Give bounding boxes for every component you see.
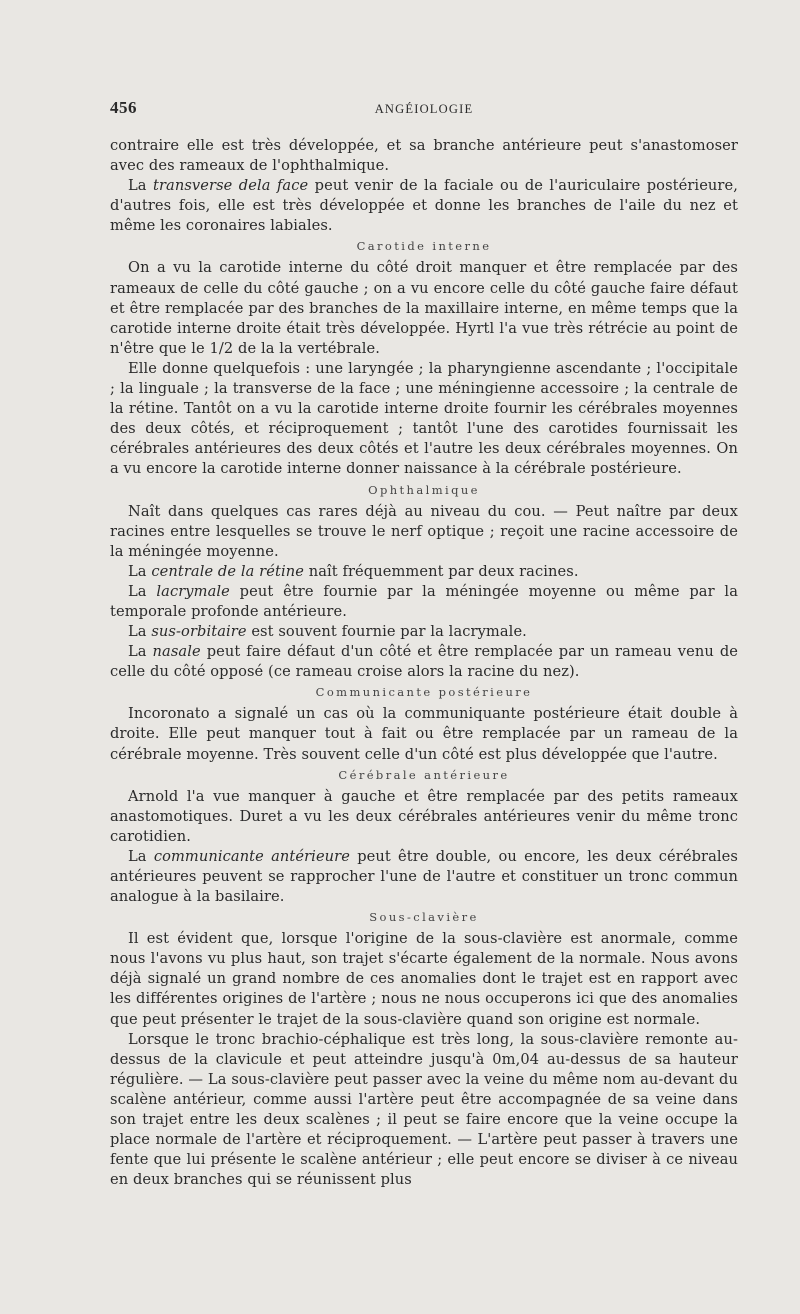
paragraph-lead: La [128, 177, 153, 195]
paragraph: Naît dans quelques cas rares déjà au niveau du cou. — Peut naître par deux racines entre lesquelles se trouve le nerf optique ; reçoit une racine accessoire de la méningée moyenne. [110, 502, 738, 560]
paragraph-lead: La [128, 847, 154, 865]
paragraph-lead: La [128, 623, 152, 641]
page-number: 456 [110, 98, 137, 117]
running-title: ANGÉIOLOGIE [374, 102, 474, 116]
paragraph [110, 582, 738, 622]
italic-term: transverse dela face [152, 177, 309, 195]
section-heading: Cérébrale antérieure [338, 767, 510, 782]
running-head [110, 98, 738, 130]
italic-term: centrale de la rétine [151, 562, 304, 580]
paragraph [110, 176, 738, 236]
paragraph [110, 847, 738, 907]
paragraph [110, 562, 738, 582]
section-heading: Carotide interne [356, 239, 492, 254]
paragraph [110, 622, 738, 642]
paragraph-lead: La [128, 562, 152, 580]
paragraph: Arnold l'a vue manquer à gauche et être remplacée par des petits rameaux anastomotiques. Duret a vu les deux cérébrales antérieures venir du même tronc carotidien. [110, 787, 738, 845]
body-text [110, 136, 738, 1190]
paragraph: Il est évident que, lorsque l'origine de la sous-clavière est anormale, comme nous l'avons vu plus haut, son trajet s'écarte également de la normale. Nous avons déjà signalé un grand nombre de ces anomalies dont le trajet est en rapport avec les différentes origines de l'artère ; nous ne nous occuperons ici que des anomalies que peut présenter le trajet de la sous-clavière quand son origine est normale. [110, 930, 738, 1028]
paragraph: On a vu la carotide interne du côté droit manquer et être remplacée par des rameaux de celle du côté gauche ; on a vu encore celle du côté gauche faire défaut et être remplacée par des branches de la maxillaire interne, en même temps que la carotide interne droite était très développée. Hyrtl l'a vue très rétrécie au point de n'être que le 1/2 de la la vertébrale. [110, 259, 738, 357]
section-heading: Ophthalmique [368, 482, 480, 497]
paragraph-lead: La [128, 643, 153, 661]
section-heading: Sous-clavière [369, 910, 479, 925]
paragraph: Lorsque le tronc brachio-céphalique est très long, la sous-clavière remonte au-dessus de la clavicule et peut atteindre jusqu'à 0m,04 au-dessus de sa hauteur régulière. — La sous-clavière peut passer avec la veine du même nom au-devant du scalène antérieur, comme aussi l'artère peut être accompagnée de sa veine dans son trajet entre les deux scalènes ; il peut se faire encore que la veine occupe la place normale de l'artère et réciproquement. — L'artère peut passer à travers une fente que lui présente le scalène antérieur ; elle peut encore se diviser à ce niveau en deux branches qui se réunissent plus [110, 1030, 738, 1189]
paragraph-text: peut faire défaut d'un côté et être remplacée par un rameau venu de celle du côté opposé (ce rameau croise alors la racine du nez). [110, 643, 738, 681]
italic-term: nasale [152, 643, 201, 661]
paragraph: Elle donne quelquefois : une laryngée ; la pharyngienne ascendante ; l'occipitale ; la linguale ; la transverse de la face ; une méningienne accessoire ; la centrale de la rétine. Tantôt on a vu la carotide interne droite fournir les cérébrales moyennes des deux côtés, et réciproquement ; tantôt l'une des carotides fournissait les cérébrales antérieures des deux côtés et l'autre les deux cérébrales moyennes. On a vu encore la carotide interne donner naissance à la cérébrale postérieure. [110, 359, 738, 478]
paragraph-text: est souvent fournie par la lacrymale. [246, 623, 527, 641]
italic-term: lacrymale [156, 582, 230, 600]
italic-term: sus-orbitaire [151, 623, 247, 641]
paragraph-lead: La [128, 582, 157, 600]
paragraph-text: peut être double, ou encore, les deux cérébrales antérieures peuvent se rapprocher l'une de l'autre et constituer un tronc commun analogue à la basilaire. [110, 847, 738, 906]
paragraph-text: naît fréquemment par deux racines. [303, 562, 579, 580]
italic-term: communicante antérieure [153, 847, 350, 865]
paragraph-text: peut être fournie par la méningée moyenne ou même par la temporale profonde antérieure. [110, 582, 738, 620]
paragraph [110, 642, 738, 682]
paragraph-text: peut venir de la faciale ou de l'auriculaire postérieure, d'autres fois, elle est très développée et donne les branches de l'aile du nez et même les coronaires labiales. [110, 177, 738, 235]
paragraph: contraire elle est très développée, et sa branche antérieure peut s'anastomoser avec des rameaux de l'ophthalmique. [110, 137, 738, 175]
section-heading: Communicante postérieure [315, 685, 533, 700]
paragraph: Incoronato a signalé un cas où la communiquante postérieure était double à droite. Elle peut manquer tout à fait ou être remplacée par un rameau de la cérébrale moyenne. Très souvent celle d'un côté est plus développée que l'autre. [110, 705, 738, 763]
